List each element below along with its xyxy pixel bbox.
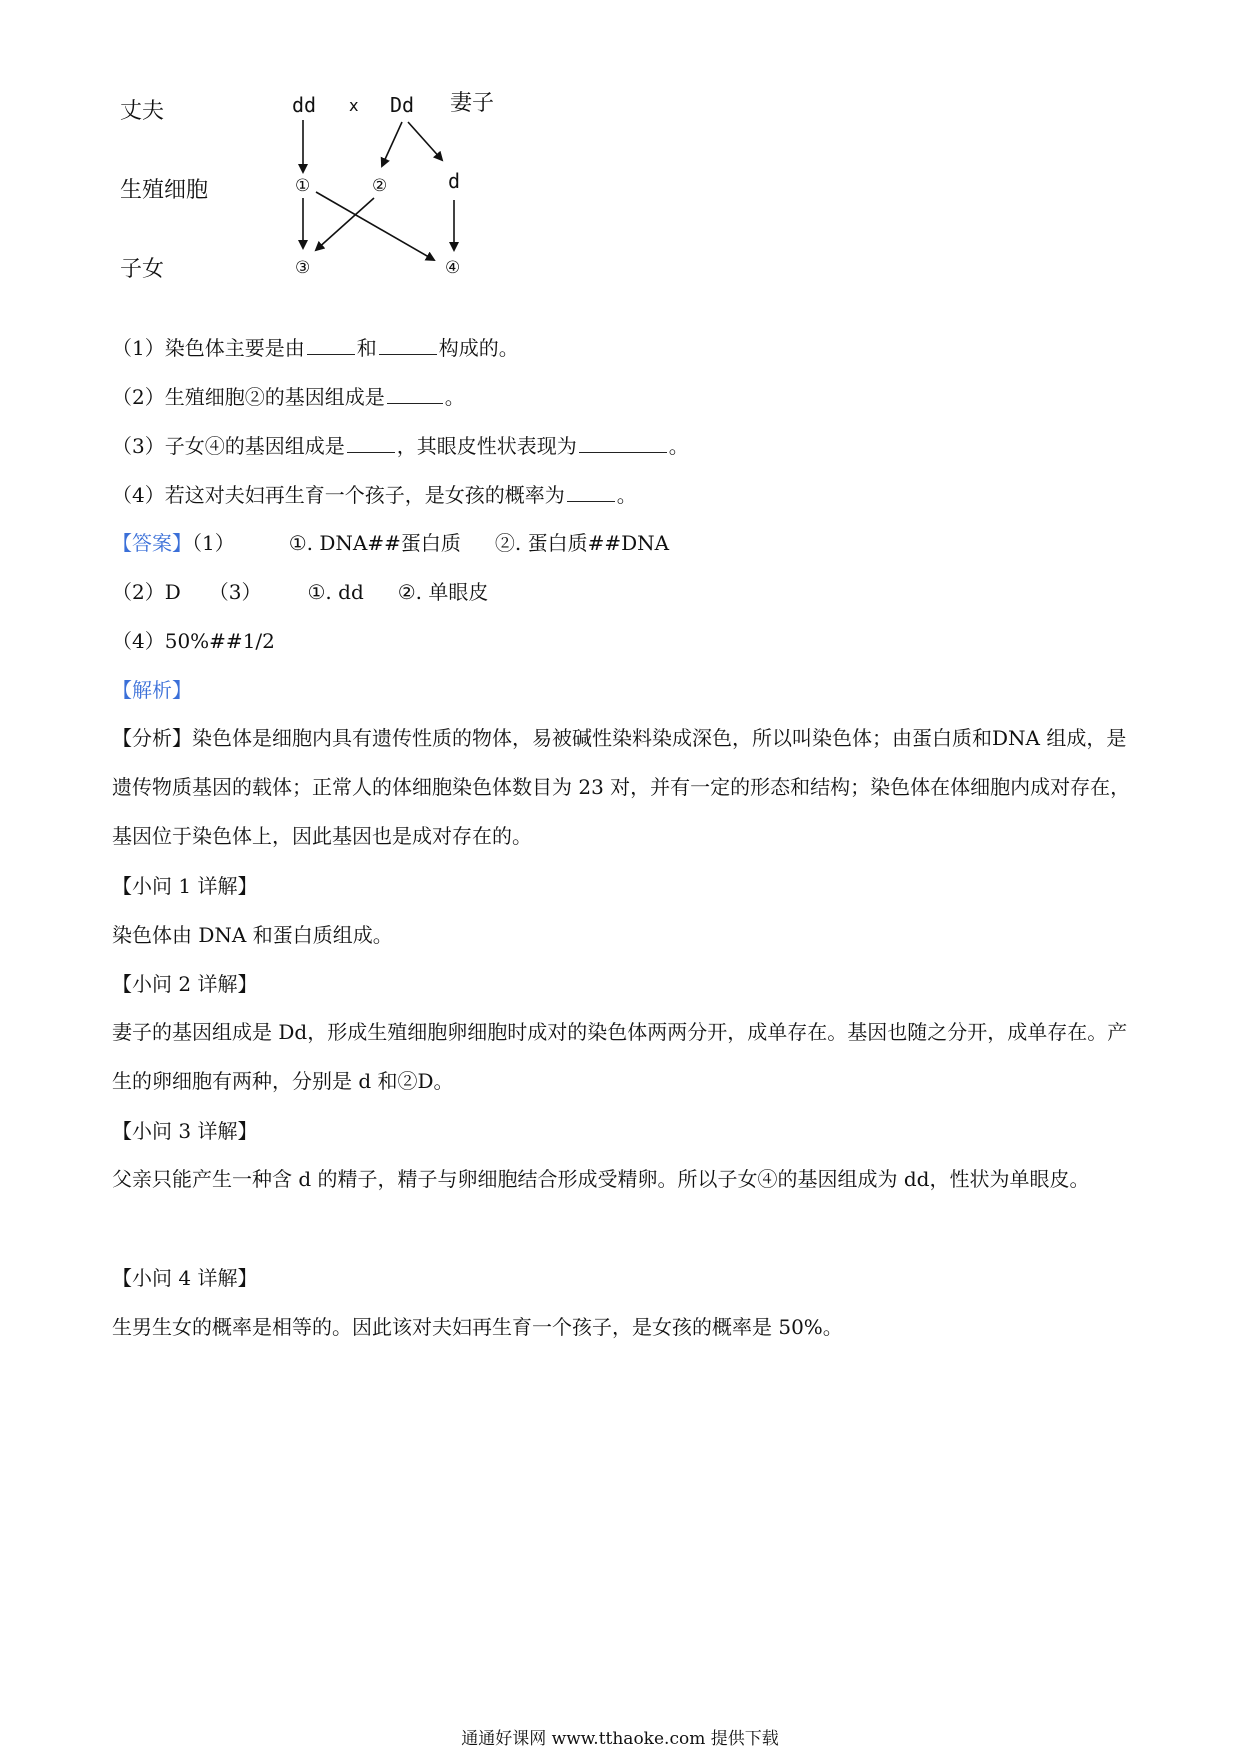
answer-line-1: 【答案】（1） ①. DNA##蛋白质 ②. 蛋白质##DNA (112, 531, 670, 555)
section-3-body: 父亲只能产生一种含 d 的精子，精子与卵细胞结合形成受精卵。所以子女④的基因组成为 dd，性状为单眼皮。 (112, 1167, 1090, 1191)
arrow-gamete1-to-child4 (316, 192, 434, 260)
analysis-intro-tag: 【分析】 (112, 726, 192, 750)
husband-genotype: dd (292, 93, 317, 117)
answer-blank (379, 332, 437, 355)
cross-symbol: x (349, 96, 359, 115)
label-husband: 丈夫 (120, 99, 165, 124)
analysis-intro: 【分析】染色体是细胞内具有遗传性质的物体，易被碱性染料染成深色，所以叫染色体；由蛋白质和DNA 组成，是遗传物质基因的载体；正常人的体细胞染色体数目为 23 对，并有一定的形态和结构；染色体在体细胞内成对存在，基因位于染色体上，因此基因也是成对存在的。 (112, 726, 1131, 848)
page-footer: 通通好课网 www.tthaoke.com 提供下载 (461, 1729, 779, 1749)
section-3-heading: 【小问 3 详解】 (112, 1119, 258, 1143)
section-1-body: 染色体由 DNA 和蛋白质组成。 (112, 923, 393, 947)
question-2: （2）生殖细胞②的基因组成是 。 (112, 381, 1132, 412)
answer-blank (347, 430, 395, 453)
answer-blank (307, 332, 355, 355)
section-4-heading: 【小问 4 详解】 (112, 1266, 258, 1290)
answer-line-3: （4）50%##1/2 (112, 629, 275, 653)
section-2-body: 妻子的基因组成是 Dd，形成生殖细胞卵细胞时成对的染色体两两分开，成单存在。基因也随之分开，成单存在。产生的卵细胞有两种，分别是 d 和②D。 (112, 1020, 1128, 1093)
analysis-tag: 【解析】 (112, 678, 192, 702)
child-4: ④ (445, 258, 461, 278)
answer-tag: 【答案】 (112, 531, 192, 555)
question-4: （4）若这对夫妇再生育一个孩子，是女孩的概率为 。 (112, 479, 1132, 510)
section-4-body: 生男生女的概率是相等的。因此该对夫妇再生育一个孩子，是女孩的概率是 50%。 (112, 1315, 843, 1339)
question-1: （1）染色体主要是由 和 构成的。 (112, 332, 1132, 363)
gamete-2: ② (372, 176, 388, 196)
answer-line-2: （2）D （3） ①. dd ②. 单眼皮 (112, 580, 489, 604)
question-3: （3）子女④的基因组成是 ，其眼皮性状表现为 。 (112, 430, 1132, 461)
arrow-wife-to-gamete-d (408, 122, 442, 160)
arrow-gamete2-to-child3 (316, 198, 374, 250)
section-2-heading: 【小问 2 详解】 (112, 972, 258, 996)
wife-genotype: Dd (390, 93, 415, 117)
answer-blank (567, 479, 615, 502)
section-1-heading: 【小问 1 详解】 (112, 874, 258, 898)
label-gametes: 生殖细胞 (120, 178, 209, 203)
inheritance-diagram (120, 90, 680, 320)
arrow-wife-to-gamete2 (382, 122, 402, 166)
answer-blank (579, 430, 667, 453)
child-3: ③ (295, 258, 311, 278)
wife-label: 妻子 (450, 91, 495, 116)
label-children: 子女 (120, 257, 165, 282)
gamete-1: ① (295, 176, 311, 196)
answer-blank (387, 381, 443, 404)
gamete-d: d (448, 169, 461, 193)
